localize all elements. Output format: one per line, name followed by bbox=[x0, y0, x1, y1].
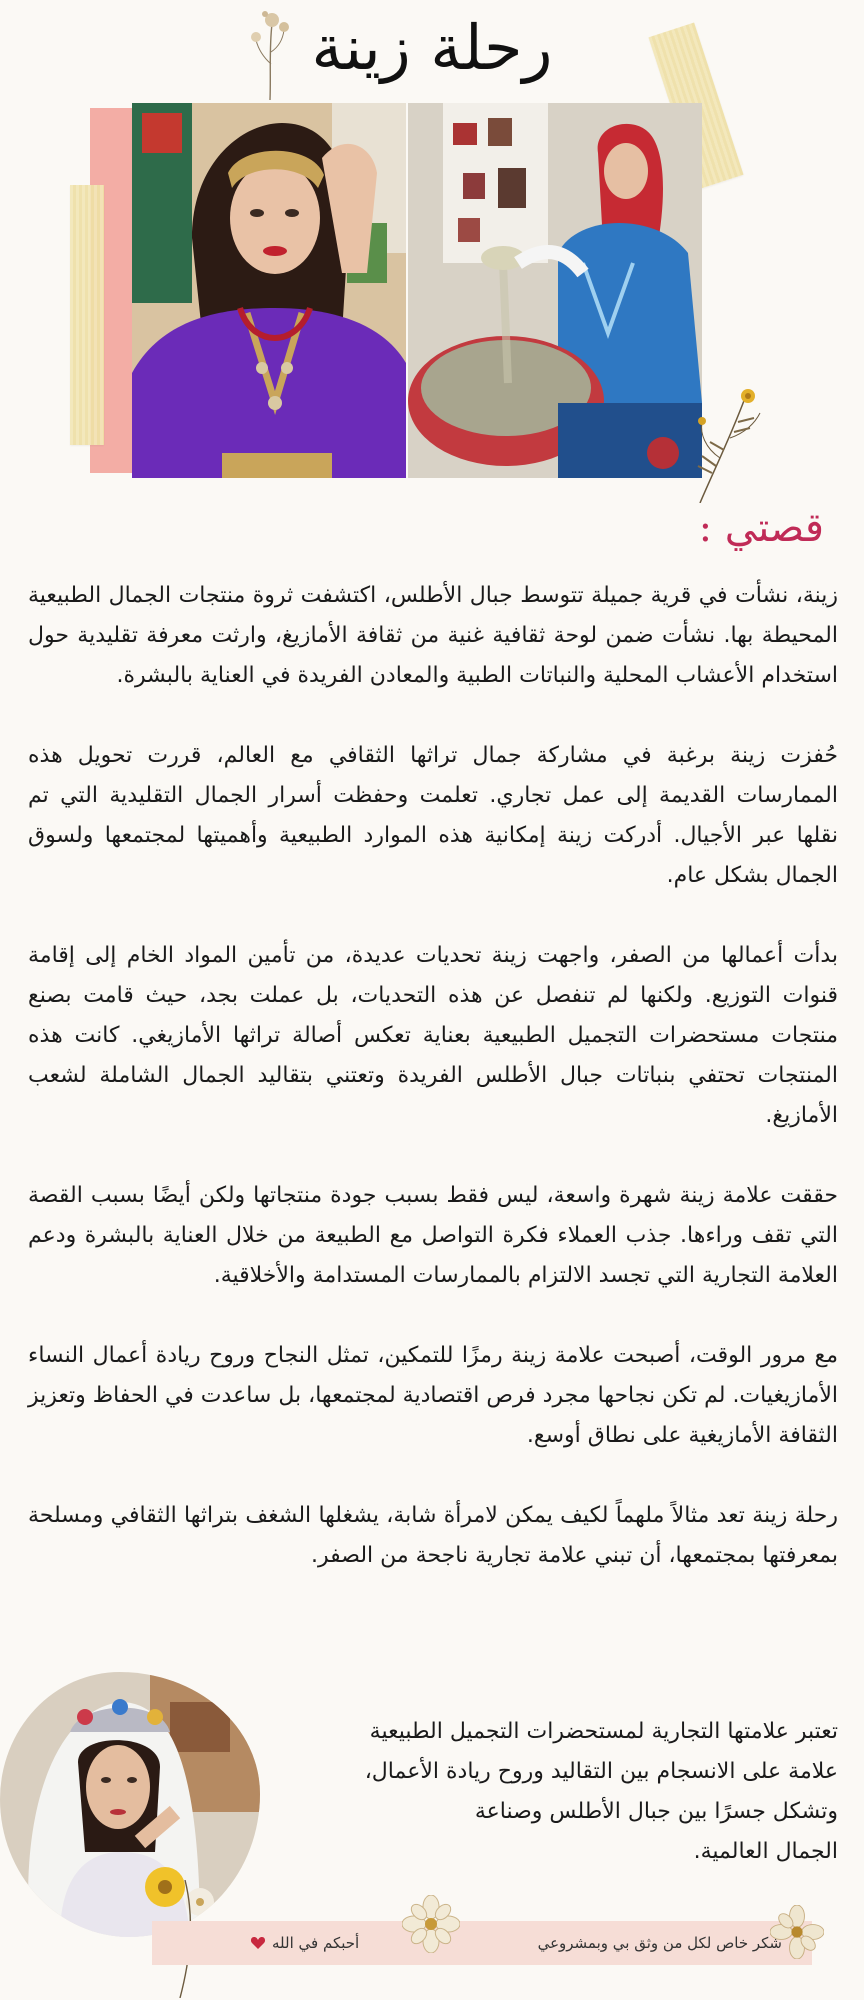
photo-purple-dress bbox=[132, 103, 406, 478]
heart-icon bbox=[250, 1935, 266, 1951]
story-paragraph: رحلة زينة تعد مثالاً ملهماً لكيف يمكن لامرأة شابة، يشغلها الشغف بتراثها الثقافي ومسلحة بمعرفتها بمجتمعها، أن تبني علامة تجارية ناجحة من الصفر. bbox=[28, 1503, 838, 1568]
closing-line: علامة على الانسجام بين التقاليد وروح ريادة الأعمال، bbox=[364, 1759, 838, 1784]
footer-thanks: شكر خاص لكل من وثق بي وبمشروعي bbox=[537, 1934, 782, 1952]
story-heading: قصتي : bbox=[698, 505, 824, 551]
story-paragraph: مع مرور الوقت، أصبحت علامة زينة رمزًا للتمكين، تمثل النجاح وروح ريادة أعمال النساء الأمازيغيات. لم تكن نجاحها مجرد فرص اقتصادية لمجتمعها، بل ساعدت في الحفاظ وتعزيز الثقافة الأمازيغية على نطاق أوسع. bbox=[28, 1343, 838, 1448]
footer-love: أحبكم في الله bbox=[272, 1934, 360, 1952]
closing-line: تعتبر علامتها التجارية لمستحضرات التجميل الطبيعية bbox=[369, 1719, 838, 1744]
pressed-flower-icon bbox=[402, 1895, 460, 1953]
story-body bbox=[28, 576, 838, 1576]
page-title: رحلة زينة bbox=[311, 11, 553, 84]
closing-line: وتشكل جسرًا بين جبال الأطلس وصناعة bbox=[474, 1799, 838, 1824]
closing-text bbox=[253, 1712, 838, 1872]
dried-flower-icon bbox=[690, 378, 770, 503]
photo-blue-dress bbox=[408, 103, 702, 478]
story-paragraph: زينة، نشأت في قرية جميلة تتوسط جبال الأطلس، اكتشفت ثروة منتجات الجمال الطبيعية المحيطة بها. نشأت ضمن لوحة ثقافية غنية من ثقافة الأمازيغ، وارثت معرفة تقليدية حول استخدام الأعشاب المحلية والنباتات الطبية والمعادن الفريدة في العناية بالبشرة. bbox=[28, 583, 838, 688]
story-paragraph: حُفزت زينة برغبة في مشاركة جمال تراثها الثقافي مع العالم، قررت تحويل هذه الممارسات القديمة إلى عمل تجاري. تعلمت وحفظت أسرار الجمال التقليدية التي تم نقلها عبر الأجيال. أدركت زينة إمكانية هذه الموارد الطبيعية وأهميتها لمجتمعها ولسوق الجمال بشكل عام. bbox=[28, 743, 838, 888]
story-paragraph: حققت علامة زينة شهرة واسعة، ليس فقط بسبب جودة منتجاتها ولكن أيضًا بسبب القصة التي تقف وراءها. جذب العملاء فكرة التواصل مع الطبيعة من خلال العناية بالبشرة ودعم العلامة التجارية التي تجسد الالتزام بالممارسات المستدامة والأخلاقية. bbox=[28, 1183, 838, 1288]
paper-tape-left bbox=[70, 185, 104, 445]
closing-line: الجمال العالمية. bbox=[693, 1839, 838, 1864]
story-paragraph: بدأت أعمالها من الصفر، واجهت زينة تحديات عديدة، من تأمين المواد الخام إلى إقامة قنوات التوزيع. ولكنها لم تنفصل عن هذه التحديات، بل عملت بجد، حيث قامت بصنع منتجات مستحضرات التجميل الطبيعية بعناية تعكس أصالة تراثها الأمازيغي. كانت هذه المنتجات تحتفي بنباتات جبال الأطلس الفريدة وتعتني بتقاليد الجمال الشاملة لشعب الأمازيغ. bbox=[28, 943, 838, 1128]
